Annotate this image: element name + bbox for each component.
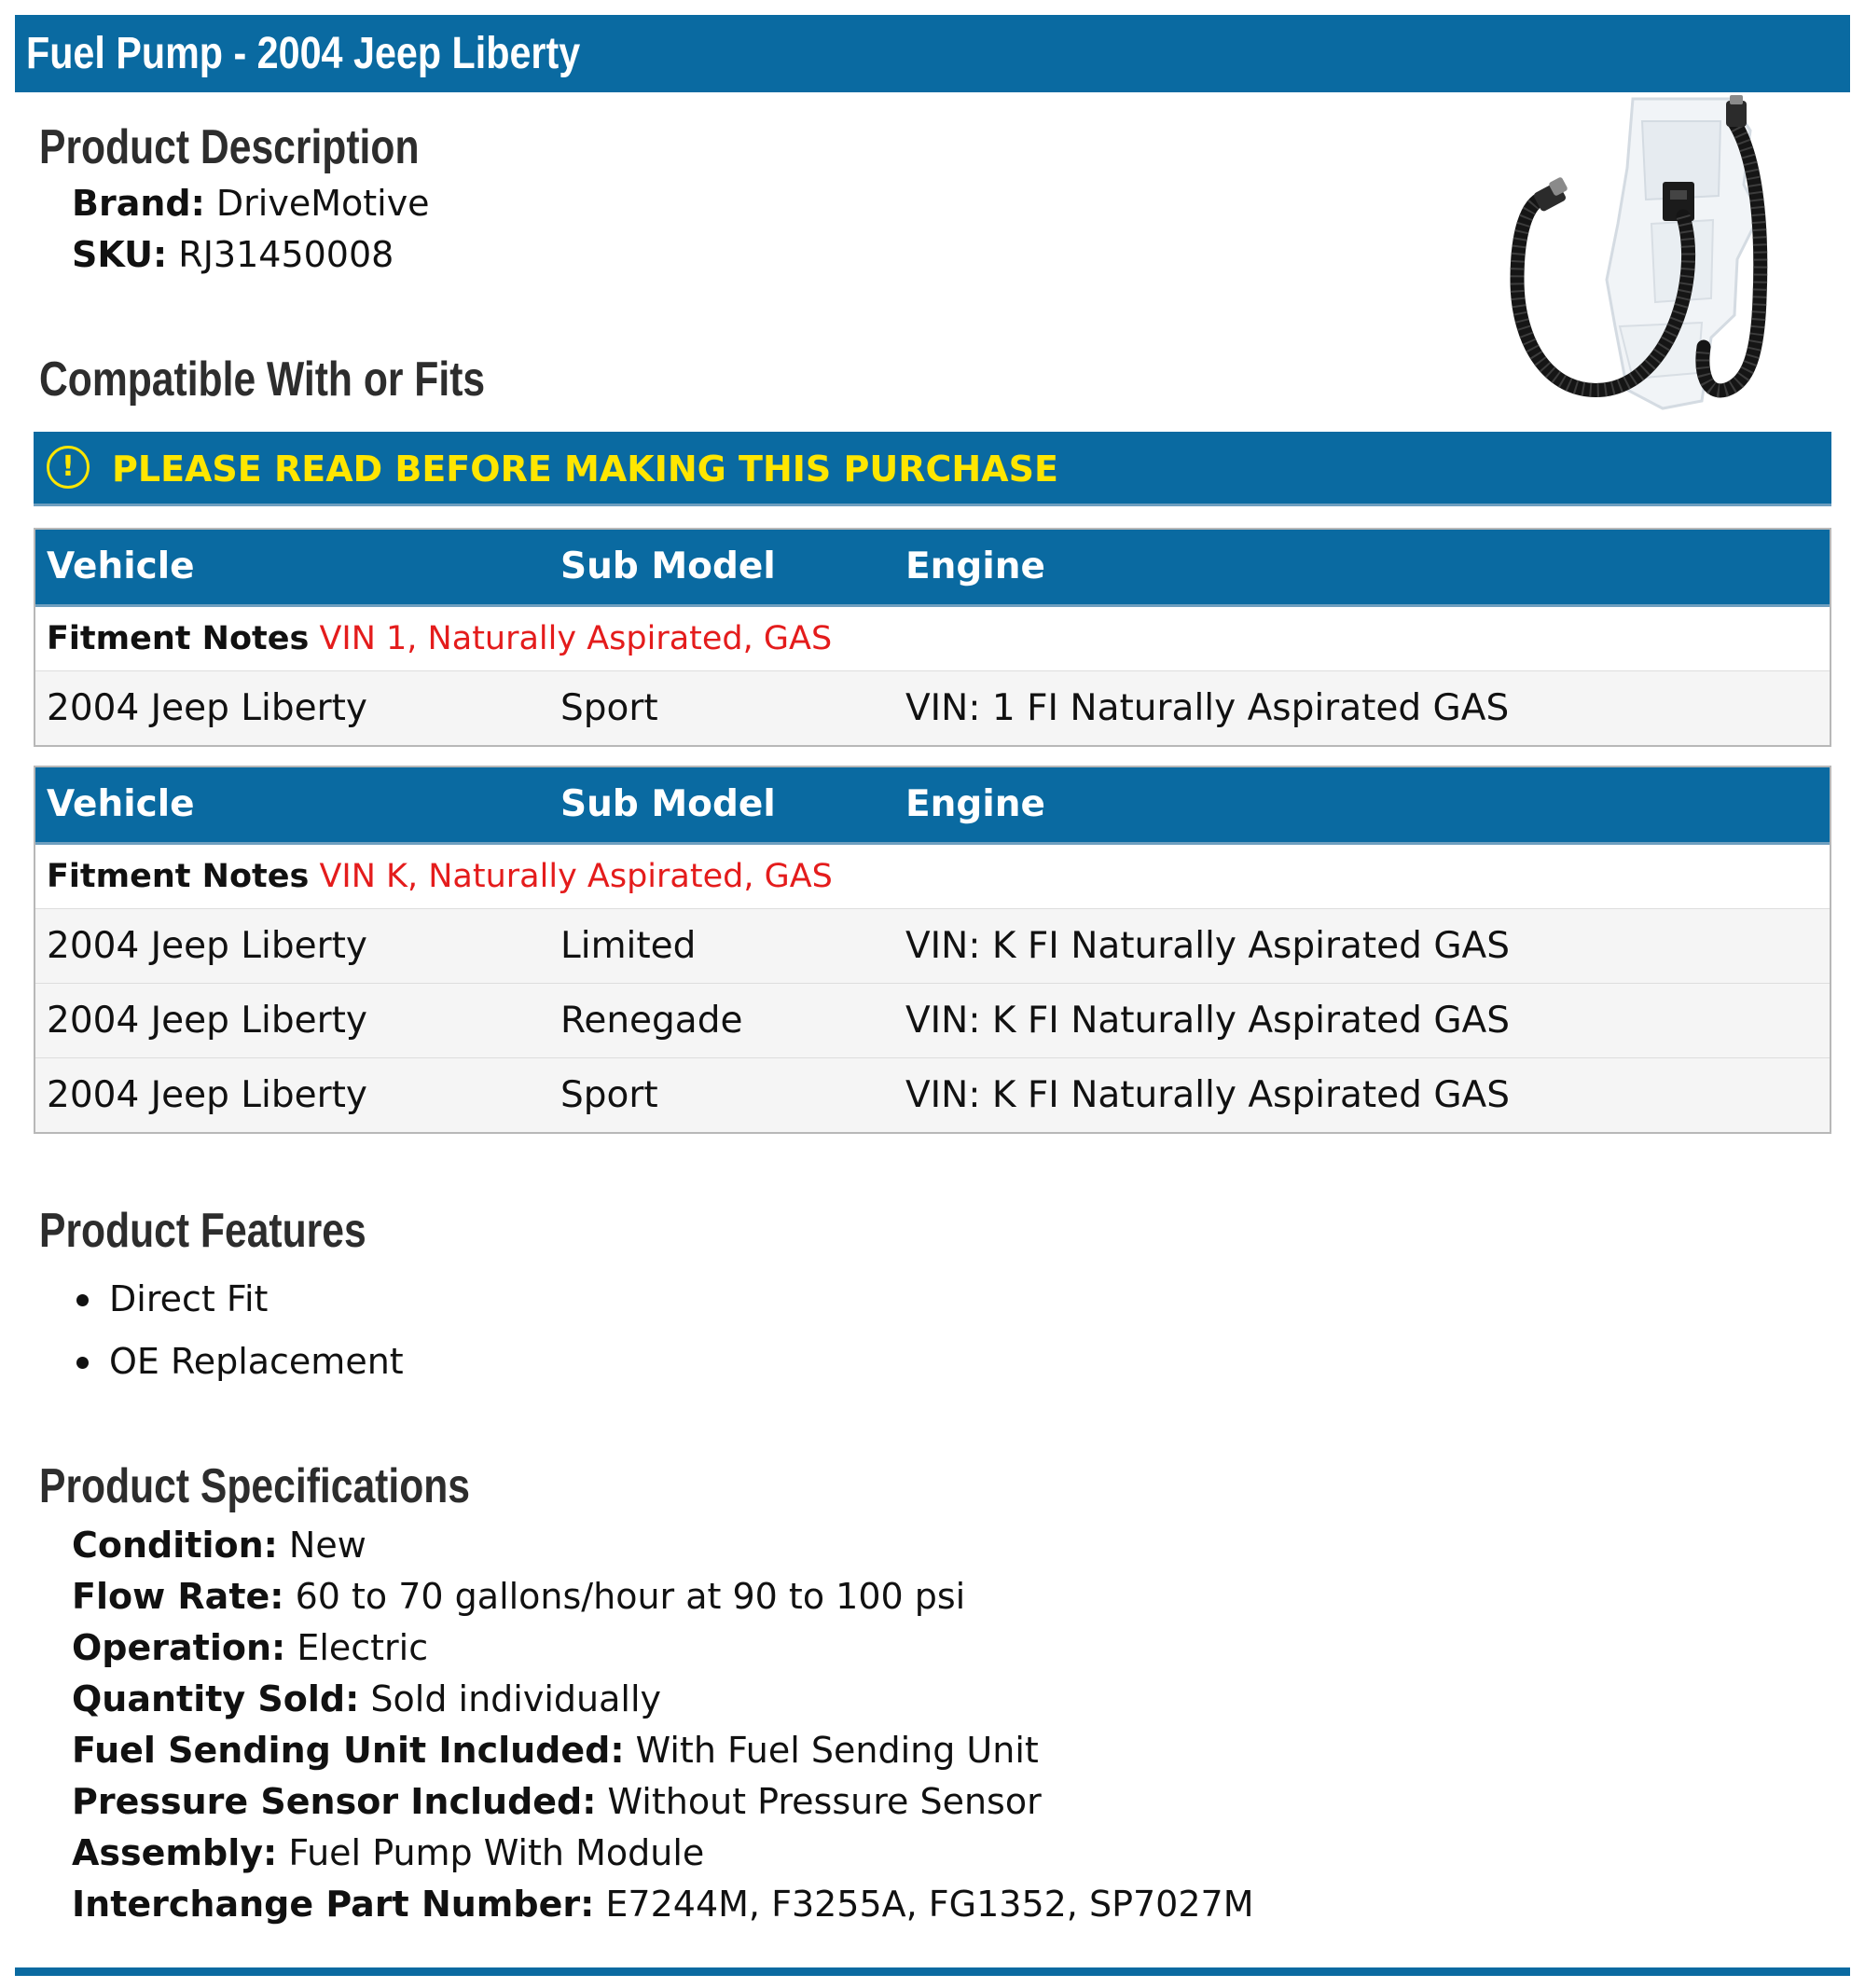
product-features-heading: Product Features	[39, 1204, 366, 1258]
vehicle-cell: 2004 Jeep Liberty	[47, 1074, 368, 1116]
fitment-notes	[35, 607, 1830, 671]
table-row	[35, 1058, 1830, 1132]
spec-condition	[72, 1520, 1254, 1571]
spec-flow-rate	[72, 1571, 1254, 1622]
exclamation-circle-icon: !	[47, 446, 90, 489]
column-header-vehicle: Vehicle	[47, 783, 195, 825]
spec-value: Without Pressure Sensor	[607, 1781, 1042, 1822]
spec-value: E7244M, F3255A, FG1352, SP7027M	[605, 1884, 1254, 1925]
spec-label: Condition:	[72, 1525, 278, 1566]
sku-label: SKU:	[72, 234, 168, 275]
spec-quantity-sold	[72, 1674, 1254, 1725]
page-title: Fuel Pump - 2004 Jeep Liberty	[26, 29, 581, 78]
spec-label: Assembly:	[72, 1832, 278, 1873]
table-row	[35, 984, 1830, 1058]
spec-value: Electric	[297, 1627, 429, 1668]
spec-label: Quantity Sold:	[72, 1678, 360, 1719]
column-header-sub-model: Sub Model	[560, 783, 776, 825]
column-header-engine: Engine	[905, 545, 1045, 587]
brand-value: DriveMotive	[215, 183, 430, 224]
engine-cell: VIN: K FI Naturally Aspirated GAS	[905, 925, 1510, 967]
fitment-table-header	[35, 767, 1830, 845]
vehicle-cell: 2004 Jeep Liberty	[47, 687, 368, 729]
title-bar	[15, 15, 1850, 92]
sku-value: RJ31450008	[178, 234, 394, 275]
column-header-sub-model: Sub Model	[560, 545, 776, 587]
spec-label: Interchange Part Number:	[72, 1884, 595, 1925]
fitment-table	[34, 528, 1831, 747]
spec-label: Pressure Sensor Included:	[72, 1781, 597, 1822]
spec-assembly	[72, 1828, 1254, 1879]
features-list	[72, 1268, 404, 1393]
sub-model-cell: Limited	[560, 925, 697, 967]
spec-value: Sold individually	[370, 1678, 661, 1719]
engine-cell: VIN: 1 FI Naturally Aspirated GAS	[905, 687, 1510, 729]
list-item: Direct Fit	[72, 1268, 404, 1331]
spec-label: Flow Rate:	[72, 1576, 284, 1617]
fitment-table	[34, 766, 1831, 1134]
spec-label: Fuel Sending Unit Included:	[72, 1730, 625, 1771]
spec-pressure-sensor	[72, 1776, 1254, 1828]
engine-cell: VIN: K FI Naturally Aspirated GAS	[905, 1000, 1510, 1042]
fitment-notes-value: VIN K, Naturally Aspirated, GAS	[319, 858, 833, 895]
product-specifications-heading: Product Specifications	[39, 1459, 471, 1513]
fitment-notes	[35, 845, 1830, 909]
engine-cell: VIN: K FI Naturally Aspirated GAS	[905, 1074, 1510, 1116]
fitment-notes-label: Fitment Notes	[47, 620, 310, 657]
vehicle-cell: 2004 Jeep Liberty	[47, 925, 368, 967]
vehicle-cell: 2004 Jeep Liberty	[47, 1000, 368, 1042]
spec-value: New	[288, 1525, 366, 1566]
spec-label: Operation:	[72, 1627, 286, 1668]
fuel-pump-product-image[interactable]	[1422, 93, 1814, 420]
product-description-heading: Product Description	[39, 120, 420, 174]
bottom-divider	[15, 1967, 1850, 1976]
purchase-warning-text: PLEASE READ BEFORE MAKING THIS PURCHASE	[112, 449, 1058, 490]
fitment-notes-value: VIN 1, Naturally Aspirated, GAS	[319, 620, 833, 657]
spec-value: Fuel Pump With Module	[288, 1832, 705, 1873]
sku-line	[72, 234, 394, 275]
table-row	[35, 671, 1830, 745]
spec-operation	[72, 1622, 1254, 1674]
spec-fuel-sending-unit	[72, 1725, 1254, 1776]
sub-model-cell: Sport	[560, 687, 658, 729]
brand-label: Brand:	[72, 183, 205, 224]
sub-model-cell: Renegade	[560, 1000, 743, 1042]
fitment-notes-label: Fitment Notes	[47, 858, 310, 895]
list-item: OE Replacement	[72, 1331, 404, 1393]
spec-value: With Fuel Sending Unit	[635, 1730, 1039, 1771]
compatible-heading: Compatible With or Fits	[39, 352, 486, 407]
column-header-vehicle: Vehicle	[47, 545, 195, 587]
table-row	[35, 909, 1830, 984]
purchase-warning-banner	[34, 432, 1831, 506]
spec-value: 60 to 70 gallons/hour at 90 to 100 psi	[295, 1576, 966, 1617]
sub-model-cell: Sport	[560, 1074, 658, 1116]
spec-interchange-part-number	[72, 1879, 1254, 1930]
column-header-engine: Engine	[905, 783, 1045, 825]
brand-line	[72, 183, 430, 224]
specifications-list	[72, 1520, 1254, 1930]
fitment-table-header	[35, 530, 1830, 607]
